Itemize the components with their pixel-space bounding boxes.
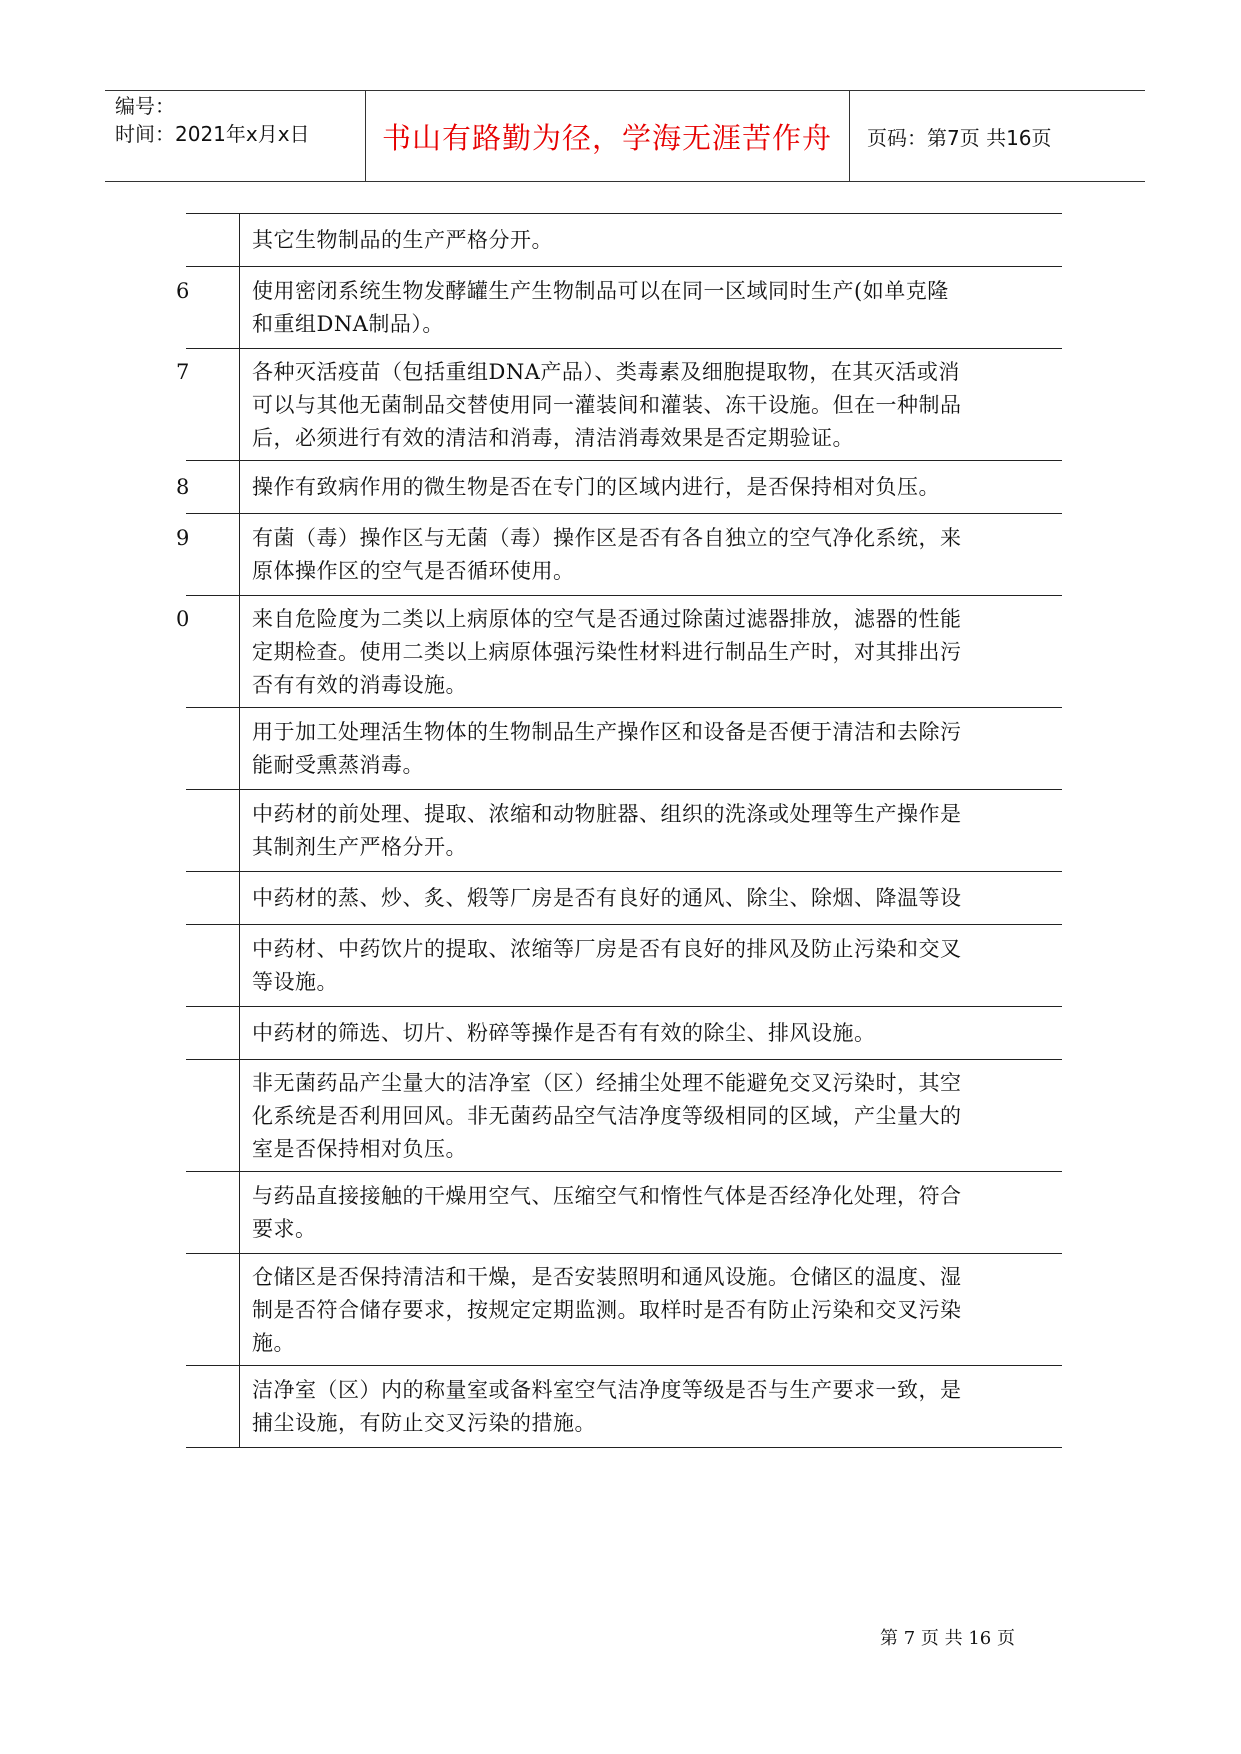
table-row xyxy=(252,1067,1062,1166)
row-number-text: 9 xyxy=(176,526,190,550)
row-number xyxy=(186,1067,198,1099)
row-text-line: 要求。 xyxy=(252,1217,317,1241)
row-number xyxy=(186,1180,198,1212)
table-row-rule xyxy=(186,1171,1062,1172)
row-number xyxy=(176,275,198,307)
table-row-rule xyxy=(186,348,1062,349)
header-divider-right xyxy=(849,90,850,182)
header-meta xyxy=(115,92,310,148)
row-text-line: 等设施。 xyxy=(252,970,338,994)
row-text-line: 其制剂生产严格分开。 xyxy=(252,835,467,859)
table-row xyxy=(252,798,1062,864)
row-number xyxy=(186,798,198,830)
table-row-rule xyxy=(186,266,1062,267)
table-row-rule xyxy=(186,460,1062,461)
checklist-table xyxy=(176,213,1062,1447)
row-number xyxy=(186,1374,198,1406)
document-header xyxy=(105,90,1145,182)
table-row-rule xyxy=(186,707,1062,708)
table-row xyxy=(252,522,1062,588)
row-text-line: 仓储区是否保持清洁和干燥，是否安装照明和通风设施。仓储区的温度、湿 xyxy=(252,1265,962,1289)
table-row-rule xyxy=(186,513,1062,514)
row-text-line: 后，必须进行有效的清洁和消毒，清洁消毒效果是否定期验证。 xyxy=(252,426,854,450)
row-number xyxy=(176,603,198,635)
row-number xyxy=(186,716,198,748)
row-text-line: 室是否保持相对负压。 xyxy=(252,1137,467,1161)
row-text-line: 使用密闭系统生物发酵罐生产生物制品可以在同一区域同时生产(如单克隆 xyxy=(252,279,949,303)
time-label: 时间：2021年x月x日 xyxy=(115,122,310,146)
table-row xyxy=(252,1374,1062,1440)
row-number-text: 0 xyxy=(176,607,190,631)
table-row xyxy=(252,603,1062,702)
table-row-rule xyxy=(186,924,1062,925)
table-row xyxy=(252,471,1062,504)
row-number xyxy=(186,1261,198,1293)
table-row xyxy=(252,224,1062,257)
row-text-line: 用于加工处理活生物体的生物制品生产操作区和设备是否便于清洁和去除污 xyxy=(252,720,962,744)
row-number xyxy=(186,224,198,256)
table-row-rule xyxy=(186,1365,1062,1366)
row-text-line: 有菌（毒）操作区与无菌（毒）操作区是否有各自独立的空气净化系统，来 xyxy=(252,526,962,550)
table-row xyxy=(252,1017,1062,1050)
row-number xyxy=(186,1017,198,1049)
row-text-line: 非无菌药品产尘量大的洁净室（区）经捕尘处理不能避免交叉污染时，其空 xyxy=(252,1071,962,1095)
table-row-rule xyxy=(186,789,1062,790)
table-row xyxy=(252,882,1062,915)
table-row xyxy=(252,716,1062,782)
row-text-line: 制是否符合储存要求，按规定定期监测。取样时是否有防止污染和交叉污染 xyxy=(252,1298,962,1322)
row-text-line: 中药材的蒸、炒、炙、煅等厂房是否有良好的通风、除尘、除烟、降温等设 xyxy=(252,886,962,910)
row-text-line: 捕尘设施，有防止交叉污染的措施。 xyxy=(252,1411,596,1435)
row-text-line: 来自危险度为二类以上病原体的空气是否通过除菌过滤器排放，滤器的性能 xyxy=(252,607,962,631)
table-row-rule xyxy=(186,1253,1062,1254)
row-number xyxy=(176,471,198,503)
table-row xyxy=(252,1261,1062,1360)
row-text-line: 原体操作区的空气是否循环使用。 xyxy=(252,559,575,583)
row-text-line: 化系统是否利用回风。非无菌药品空气洁净度等级相同的区域，产尘量大的 xyxy=(252,1104,962,1128)
row-text-line: 中药材的前处理、提取、浓缩和动物脏器、组织的洗涤或处理等生产操作是 xyxy=(252,802,962,826)
header-slogan: 书山有路勤为径，学海无涯苦作舟 xyxy=(381,120,832,155)
table-column-divider xyxy=(239,213,240,1447)
table-row-rule xyxy=(186,1006,1062,1007)
row-number-text: 8 xyxy=(176,475,190,499)
row-text-line: 中药材、中药饮片的提取、浓缩等厂房是否有良好的排风及防止污染和交叉 xyxy=(252,937,962,961)
row-text-line: 中药材的筛选、切片、粉碎等操作是否有有效的除尘、排风设施。 xyxy=(252,1021,876,1045)
row-text-line: 其它生物制品的生产严格分开。 xyxy=(252,228,553,252)
row-number xyxy=(176,522,198,554)
table-row-rule xyxy=(186,1447,1062,1448)
table-row xyxy=(252,933,1062,999)
row-text-line: 洁净室（区）内的称量室或备料室空气洁净度等级是否与生产要求一致，是 xyxy=(252,1378,962,1402)
number-label: 编号： xyxy=(115,94,175,118)
row-number xyxy=(186,933,198,965)
row-text-line: 定期检查。使用二类以上病原体强污染性材料进行制品生产时，对其排出污 xyxy=(252,640,962,664)
table-row-rule xyxy=(186,1059,1062,1060)
row-text-line: 否有有效的消毒设施。 xyxy=(252,673,467,697)
row-number-text: 6 xyxy=(176,279,190,303)
row-text-line: 施。 xyxy=(252,1331,295,1355)
row-text-line: 与药品直接接触的干燥用空气、压缩空气和惰性气体是否经净化处理，符合 xyxy=(252,1184,962,1208)
table-row-rule xyxy=(186,871,1062,872)
row-number-text: 7 xyxy=(176,360,190,384)
row-text-line: 能耐受熏蒸消毒。 xyxy=(252,753,424,777)
row-text-line: 各种灭活疫苗（包括重组DNA产品）、类毒素及细胞提取物，在其灭活或消 xyxy=(252,360,960,384)
header-page-number: 页码：第7页 共16页 xyxy=(867,125,1052,150)
table-row xyxy=(252,275,1062,341)
table-row-rule xyxy=(186,595,1062,596)
row-text-line: 和重组DNA制品）。 xyxy=(252,312,444,336)
table-row xyxy=(252,1180,1062,1246)
row-text-line: 可以与其他无菌制品交替使用同一灌装间和灌装、冻干设施。但在一种制品 xyxy=(252,393,962,417)
table-row xyxy=(252,356,1062,455)
row-number xyxy=(176,356,198,388)
row-number xyxy=(186,882,198,914)
page-footer: 第 7 页 共 16 页 xyxy=(880,1628,1015,1649)
row-text-line: 操作有致病作用的微生物是否在专门的区域内进行，是否保持相对负压。 xyxy=(252,475,940,499)
table-row-rule xyxy=(186,213,1062,214)
